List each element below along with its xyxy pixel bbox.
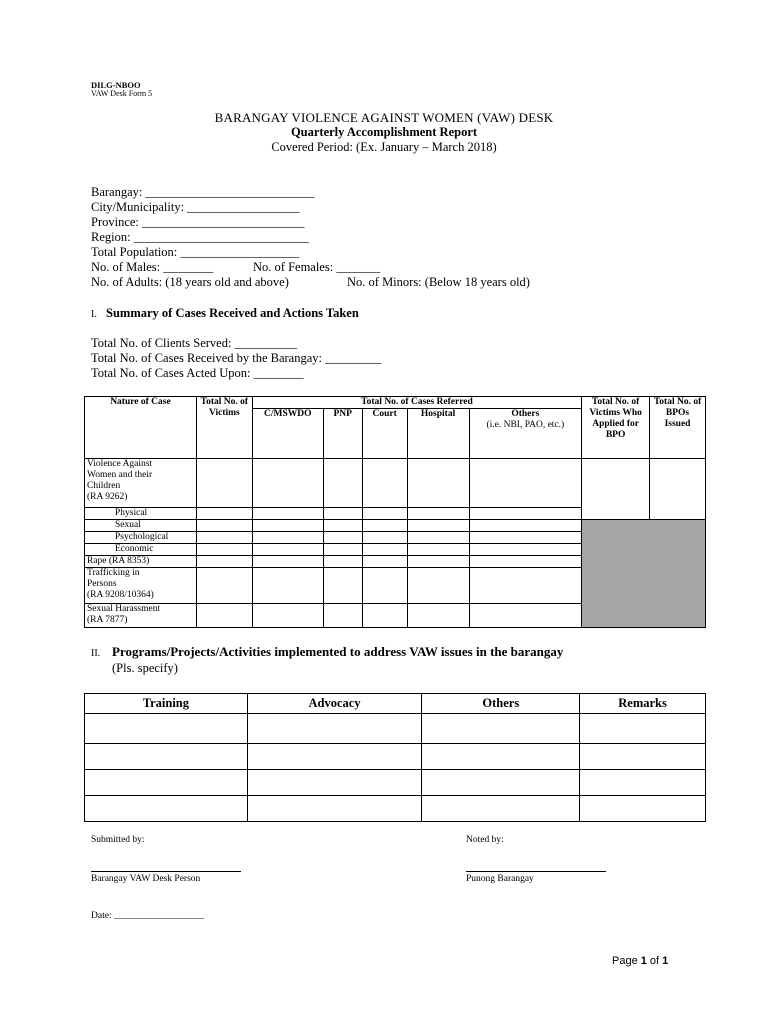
section-2-note: (Pls. specify) bbox=[112, 661, 178, 675]
table-cell[interactable] bbox=[580, 714, 706, 744]
table-cell[interactable] bbox=[252, 508, 323, 520]
barangay-field[interactable]: Barangay: ___________________________ bbox=[91, 185, 315, 199]
page-current: 1 bbox=[640, 955, 647, 967]
row-label-vawc-line-4: (RA 9262) bbox=[87, 492, 128, 502]
table-cell[interactable] bbox=[252, 568, 323, 604]
province-field[interactable]: Province: __________________________ bbox=[91, 215, 305, 229]
minors-field[interactable]: No. of Minors: (Below 18 years old) bbox=[347, 275, 530, 289]
table-cell[interactable] bbox=[469, 532, 582, 544]
table-cell[interactable] bbox=[469, 459, 582, 508]
table-cell[interactable] bbox=[362, 532, 407, 544]
header-others-note: (i.e. NBI, PAO, etc.) bbox=[486, 420, 565, 430]
table-cell[interactable] bbox=[422, 770, 580, 796]
table-cell[interactable] bbox=[323, 508, 362, 520]
clients-served-field[interactable]: Total No. of Clients Served: __________ bbox=[91, 336, 298, 350]
row-label-harassment-line-1: Sexual Harassment bbox=[87, 604, 161, 614]
table-cell[interactable] bbox=[196, 556, 252, 568]
row-label-vawc-line-3: Children bbox=[87, 481, 121, 491]
table-cell[interactable] bbox=[582, 459, 650, 520]
cases-received-field[interactable]: Total No. of Cases Received by the Barangay: _________ bbox=[91, 351, 382, 365]
table-cell[interactable] bbox=[362, 556, 407, 568]
page-prefix: Page bbox=[612, 955, 641, 967]
table-cell[interactable] bbox=[362, 604, 407, 628]
table-cell[interactable] bbox=[323, 568, 362, 604]
header-applied-bpo: Total No. of Victims Who Applied for BPO bbox=[582, 397, 650, 459]
page-of: of bbox=[646, 955, 663, 967]
shaded-area bbox=[582, 520, 706, 628]
table-cell[interactable] bbox=[407, 604, 469, 628]
table-cell[interactable] bbox=[407, 459, 469, 508]
column-remarks: Remarks bbox=[580, 694, 706, 714]
page-number bbox=[612, 955, 668, 967]
table-cell[interactable] bbox=[362, 508, 407, 520]
table-cell[interactable] bbox=[469, 568, 582, 604]
table-cell[interactable] bbox=[407, 532, 469, 544]
table-cell[interactable] bbox=[469, 556, 582, 568]
row-label-sexual: Sexual bbox=[85, 520, 197, 532]
table-cell[interactable] bbox=[580, 744, 706, 770]
table-cell[interactable] bbox=[196, 520, 252, 532]
header-others bbox=[469, 409, 582, 459]
programs-table bbox=[84, 693, 706, 822]
table-cell[interactable] bbox=[323, 520, 362, 532]
table-cell[interactable] bbox=[407, 520, 469, 532]
table-cell[interactable] bbox=[580, 770, 706, 796]
table-cell[interactable] bbox=[469, 520, 582, 532]
table-cell[interactable] bbox=[196, 532, 252, 544]
males-field[interactable]: No. of Males: ________ bbox=[91, 260, 214, 274]
table-cell[interactable] bbox=[252, 556, 323, 568]
row-label-psychological: Psychological bbox=[85, 532, 197, 544]
table-cell[interactable] bbox=[323, 556, 362, 568]
row-label-harassment bbox=[85, 604, 197, 628]
column-advocacy: Advocacy bbox=[247, 694, 422, 714]
table-cell[interactable] bbox=[580, 796, 706, 822]
row-label-economic: Economic bbox=[85, 544, 197, 556]
header-cmswdo: C/MSWDO bbox=[252, 409, 323, 459]
table-cell[interactable] bbox=[196, 544, 252, 556]
form-number: VAW Desk Form 5 bbox=[91, 89, 153, 98]
header-others-label: Others bbox=[511, 409, 540, 419]
form-code: DILG-NBOO bbox=[91, 80, 141, 90]
table-cell[interactable] bbox=[422, 796, 580, 822]
females-field[interactable]: No. of Females: _______ bbox=[253, 260, 381, 274]
table-cell[interactable] bbox=[469, 544, 582, 556]
population-field[interactable]: Total Population: ___________________ bbox=[91, 245, 300, 259]
submitter-role: Barangay VAW Desk Person bbox=[91, 874, 201, 884]
table-cell[interactable] bbox=[362, 459, 407, 508]
row-label-harassment-line-2: (RA 7877) bbox=[87, 615, 128, 625]
table-cell[interactable] bbox=[323, 544, 362, 556]
page-title: BARANGAY VIOLENCE AGAINST WOMEN (VAW) DESK bbox=[214, 110, 554, 125]
table-cell[interactable] bbox=[85, 796, 248, 822]
submitter-signature-line[interactable] bbox=[91, 871, 241, 872]
table-cell[interactable] bbox=[407, 508, 469, 520]
section-1-number: I. bbox=[91, 309, 97, 320]
date-field[interactable]: Date: ___________________ bbox=[91, 911, 205, 921]
table-cell[interactable] bbox=[422, 744, 580, 770]
table-cell[interactable] bbox=[196, 508, 252, 520]
covered-period: Covered Period: (Ex. January – March 2018) bbox=[271, 140, 497, 154]
section-2-number: II. bbox=[91, 648, 101, 659]
row-label-physical: Physical bbox=[85, 508, 197, 520]
table-cell[interactable] bbox=[323, 604, 362, 628]
table-cell[interactable] bbox=[85, 770, 248, 796]
noted-by-label: Noted by: bbox=[466, 835, 504, 845]
table-cell[interactable] bbox=[469, 604, 582, 628]
row-label-vawc-line-2: Women and their bbox=[87, 470, 153, 480]
table-cell[interactable] bbox=[469, 508, 582, 520]
row-label-trafficking-line-3: (RA 9208/10364) bbox=[87, 590, 154, 600]
table-cell[interactable] bbox=[407, 568, 469, 604]
header-cases-referred: Total No. of Cases Referred bbox=[252, 397, 581, 409]
row-label-rape: Rape (RA 8353) bbox=[85, 556, 197, 568]
header-bpos-issued: Total No. of BPOs Issued bbox=[650, 397, 706, 459]
cases-acted-field[interactable]: Total No. of Cases Acted Upon: ________ bbox=[91, 366, 304, 380]
row-label-trafficking-line-2: Persons bbox=[87, 579, 117, 589]
section-2-title: Programs/Projects/Activities implemented to address VAW issues in the barangay bbox=[112, 644, 564, 659]
table-cell[interactable] bbox=[362, 520, 407, 532]
table-cell[interactable] bbox=[407, 556, 469, 568]
header-hospital: Hospital bbox=[407, 409, 469, 459]
table-cell[interactable] bbox=[252, 544, 323, 556]
header-total-victims: Total No. of Victims bbox=[196, 397, 252, 459]
table-cell[interactable] bbox=[247, 714, 422, 744]
region-field[interactable]: Region: ____________________________ bbox=[91, 230, 309, 244]
table-cell[interactable] bbox=[650, 459, 706, 520]
table-cell[interactable] bbox=[362, 544, 407, 556]
table-cell[interactable] bbox=[323, 459, 362, 508]
header-nature-of-case: Nature of Case bbox=[85, 397, 197, 459]
cases-table bbox=[84, 396, 706, 628]
table-cell[interactable] bbox=[362, 568, 407, 604]
table-cell[interactable] bbox=[252, 459, 323, 508]
row-label-trafficking-line-1: Trafficking in bbox=[87, 568, 140, 578]
table-cell[interactable] bbox=[247, 770, 422, 796]
row-label-trafficking bbox=[85, 568, 197, 604]
table-cell[interactable] bbox=[252, 532, 323, 544]
page-total: 1 bbox=[662, 955, 669, 967]
section-1-title: Summary of Cases Received and Actions Taken bbox=[106, 306, 359, 320]
noter-signature-line[interactable] bbox=[466, 871, 606, 872]
city-field[interactable]: City/Municipality: __________________ bbox=[91, 200, 300, 214]
table-cell[interactable] bbox=[247, 796, 422, 822]
header-pnp: PNP bbox=[323, 409, 362, 459]
table-cell[interactable] bbox=[196, 459, 252, 508]
submitted-by-label: Submitted by: bbox=[91, 835, 145, 845]
row-label-vawc-line-1: Violence Against bbox=[87, 459, 153, 469]
table-cell[interactable] bbox=[252, 520, 323, 532]
report-subtitle: Quarterly Accomplishment Report bbox=[290, 125, 478, 139]
row-label-vawc bbox=[85, 459, 197, 508]
column-training: Training bbox=[85, 694, 248, 714]
table-cell[interactable] bbox=[422, 714, 580, 744]
table-cell[interactable] bbox=[252, 604, 323, 628]
header-court: Court bbox=[362, 409, 407, 459]
table-cell[interactable] bbox=[85, 714, 248, 744]
table-cell[interactable] bbox=[247, 744, 422, 770]
column-others: Others bbox=[422, 694, 580, 714]
table-cell[interactable] bbox=[323, 532, 362, 544]
table-cell[interactable] bbox=[196, 604, 252, 628]
table-cell[interactable] bbox=[85, 744, 248, 770]
table-cell[interactable] bbox=[196, 568, 252, 604]
noter-role: Punong Barangay bbox=[466, 874, 534, 884]
table-cell[interactable] bbox=[407, 544, 469, 556]
adults-field[interactable]: No. of Adults: (18 years old and above) bbox=[91, 275, 289, 289]
